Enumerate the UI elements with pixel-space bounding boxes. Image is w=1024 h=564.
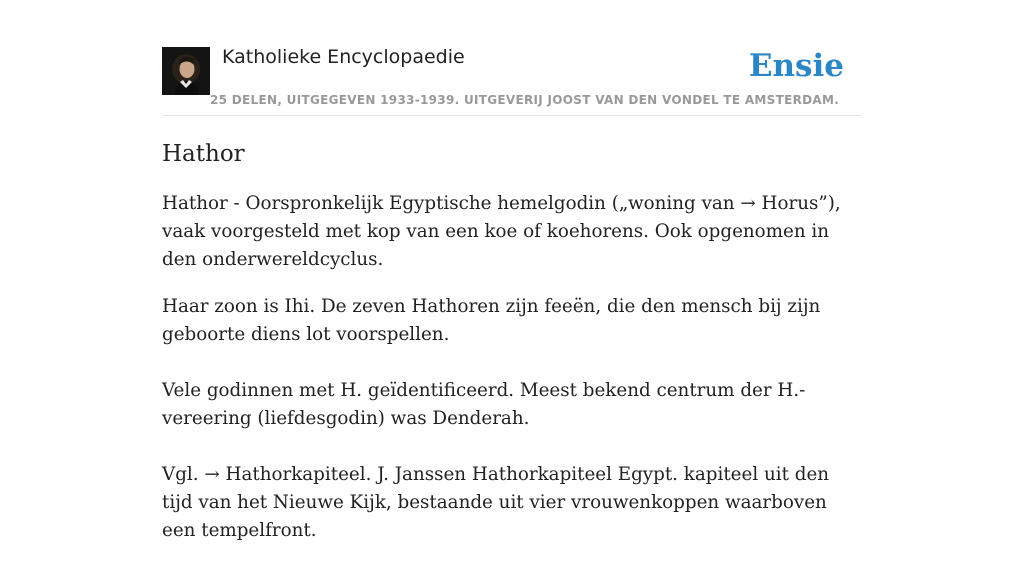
article-title: Hathor [162,141,245,167]
article-paragraph-2: Haar zoon is Ihi. De zeven Hathoren zijn feeën, die den mensch bij zijn geboorte diens lot voorspellen. [162,296,821,345]
article-body [162,139,862,564]
brand-logo-link[interactable]: Ensie [748,48,844,84]
portrait-icon [162,47,210,95]
source-header [162,42,862,116]
source-avatar-icon[interactable] [162,47,210,95]
article-paragraph-4: Vgl. → Hathorkapiteel. J. Janssen Hathorkapiteel Egypt. kapiteel uit den tijd van het Nieuwe Kijk, bestaande uit vier vrouwenkoppen waarboven een tempelfront. [162,464,830,541]
article-paragraph-3: Vele godinnen met H. geïdentificeerd. Meest bekend centrum der H.-vereering (liefdesgodin) was Denderah. [162,380,806,429]
article-paragraph-1: Hathor - Oorspronkelijk Egyptische hemelgodin („woning van → Horus”), vaak voorgesteld met kop van een koe of koehorens. Ook opgenomen in den onderwereldcyclus. [162,193,841,270]
source-subtitle: 25 DELEN, UITGEGEVEN 1933-1939. UITGEVERIJ JOOST VAN DEN VONDEL TE AMSTERDAM. [210,93,840,107]
source-title[interactable]: Katholieke Encyclopaedie [222,46,465,68]
